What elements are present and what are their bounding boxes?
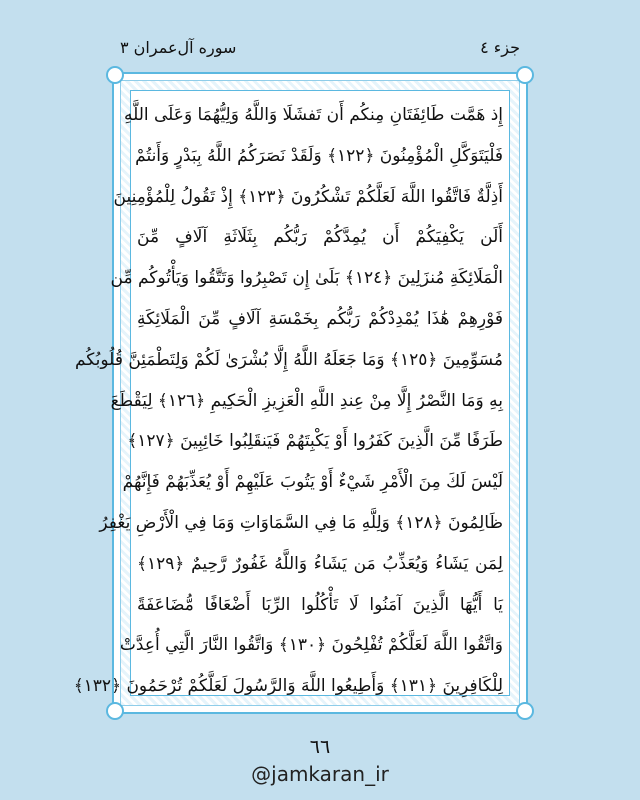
text-area [73, 90, 510, 697]
verse-line: ظَالِمُونَ ﴿١٢٨﴾ وَلِلَّهِ مَا فِي السَّمَاوَاتِ وَمَا فِي الْأَرْضِ يَغْفِرُ [99, 512, 503, 533]
verse-line: بِهِ وَمَا النَّصْرُ إِلَّا مِنْ عِندِ اللَّهِ الْعَزِيزِ الْحَكِيمِ ﴿١٢٦﴾ لِيَقْطَعَ [110, 390, 503, 411]
verse-line: فَوْرِهِمْ هَٰذَا يُمْدِدْكُمْ رَبُّكُم بِخَمْسَةِ آلَافٍ مِّنَ الْمَلَائِكَةِ [137, 308, 503, 329]
page-frame [73, 72, 528, 714]
surah-label: سوره آل‌عمران ٣ [120, 38, 237, 57]
corner-ornament-icon [516, 66, 534, 84]
verse-line: لِلْكَافِرِينَ ﴿١٣١﴾ وَأَطِيعُوا اللَّهَ وَالرَّسُولَ لَعَلَّكُمْ تُرْحَمُونَ ﴿١٣٢﴾ [73, 676, 503, 697]
verse-line: يَا أَيُّهَا الَّذِينَ آمَنُوا لَا تَأْكُلُوا الرِّبَا أَضْعَافًا مُّضَاعَفَةً [137, 594, 503, 615]
verse-line: فَلْيَتَوَكَّلِ الْمُؤْمِنُونَ ﴿١٢٢﴾ وَلَقَدْ نَصَرَكُمُ اللَّهُ بِبَدْرٍ وَأَنتُمْ [135, 145, 503, 166]
corner-ornament-icon [106, 66, 124, 84]
verse-line: أَلَن يَكْفِيَكُمْ أَن يُمِدَّكُمْ رَبُّكُم بِثَلَاثَةِ آلَافٍ مِّنَ [137, 227, 503, 248]
verse-line: إِذ هَمَّت طَائِفَتَانِ مِنكُم أَن تَفشَلَا وَاللَّهُ وَلِيُّهُمَا وَعَلَى اللَّهِ [123, 105, 503, 125]
verse-line: الْمَلَائِكَةِ مُنزَلِينَ ﴿١٢٤﴾ بَلَىٰ إِن تَصْبِرُوا وَتَتَّقُوا وَيَأْتُوكُم مِّن [110, 268, 503, 289]
verse-line: مُسَوِّمِينَ ﴿١٢٥﴾ وَمَا جَعَلَهُ اللَّهُ إِلَّا بُشْرَىٰ لَكُمْ وَلِتَطْمَئِنَّ قُلُوبُكُم [74, 349, 503, 370]
page-number: ٦٦ [309, 736, 331, 758]
juz-label: جزء ٤ [480, 38, 520, 57]
verse-line: لِمَن يَشَاءُ وَيُعَذِّبُ مَن يَشَاءُ وَاللَّهُ غَفُورٌ رَّحِيمٌ ﴿١٢٩﴾ [137, 553, 503, 574]
verse-lines [73, 95, 509, 707]
verse-line: لَيْسَ لَكَ مِنَ الْأَمْرِ شَيْءٌ أَوْ يَتُوبَ عَلَيْهِمْ أَوْ يُعَذِّبَهُمْ فَإِنَّهُمْ [122, 472, 503, 493]
channel-handle: @jamkaran_ir [251, 762, 389, 786]
verse-line: وَاتَّقُوا اللَّهَ لَعَلَّكُمْ تُفْلِحُونَ ﴿١٣٠﴾ وَاتَّقُوا النَّارَ الَّتِي أُعِدَّتْ [119, 635, 503, 656]
page-header [120, 38, 520, 64]
verse-line: طَرَفًا مِّنَ الَّذِينَ كَفَرُوا أَوْ يَكْبِتَهُمْ فَيَنقَلِبُوا خَائِبِينَ ﴿١٢٧﴾ [127, 431, 503, 452]
verse-line: أَذِلَّةٌ فَاتَّقُوا اللَّهَ لَعَلَّكُمْ تَشْكُرُونَ ﴿١٢٣﴾ إِذْ تَقُولُ لِلْمُؤْمِنِينَ [113, 186, 503, 207]
corner-ornament-icon [516, 702, 534, 720]
